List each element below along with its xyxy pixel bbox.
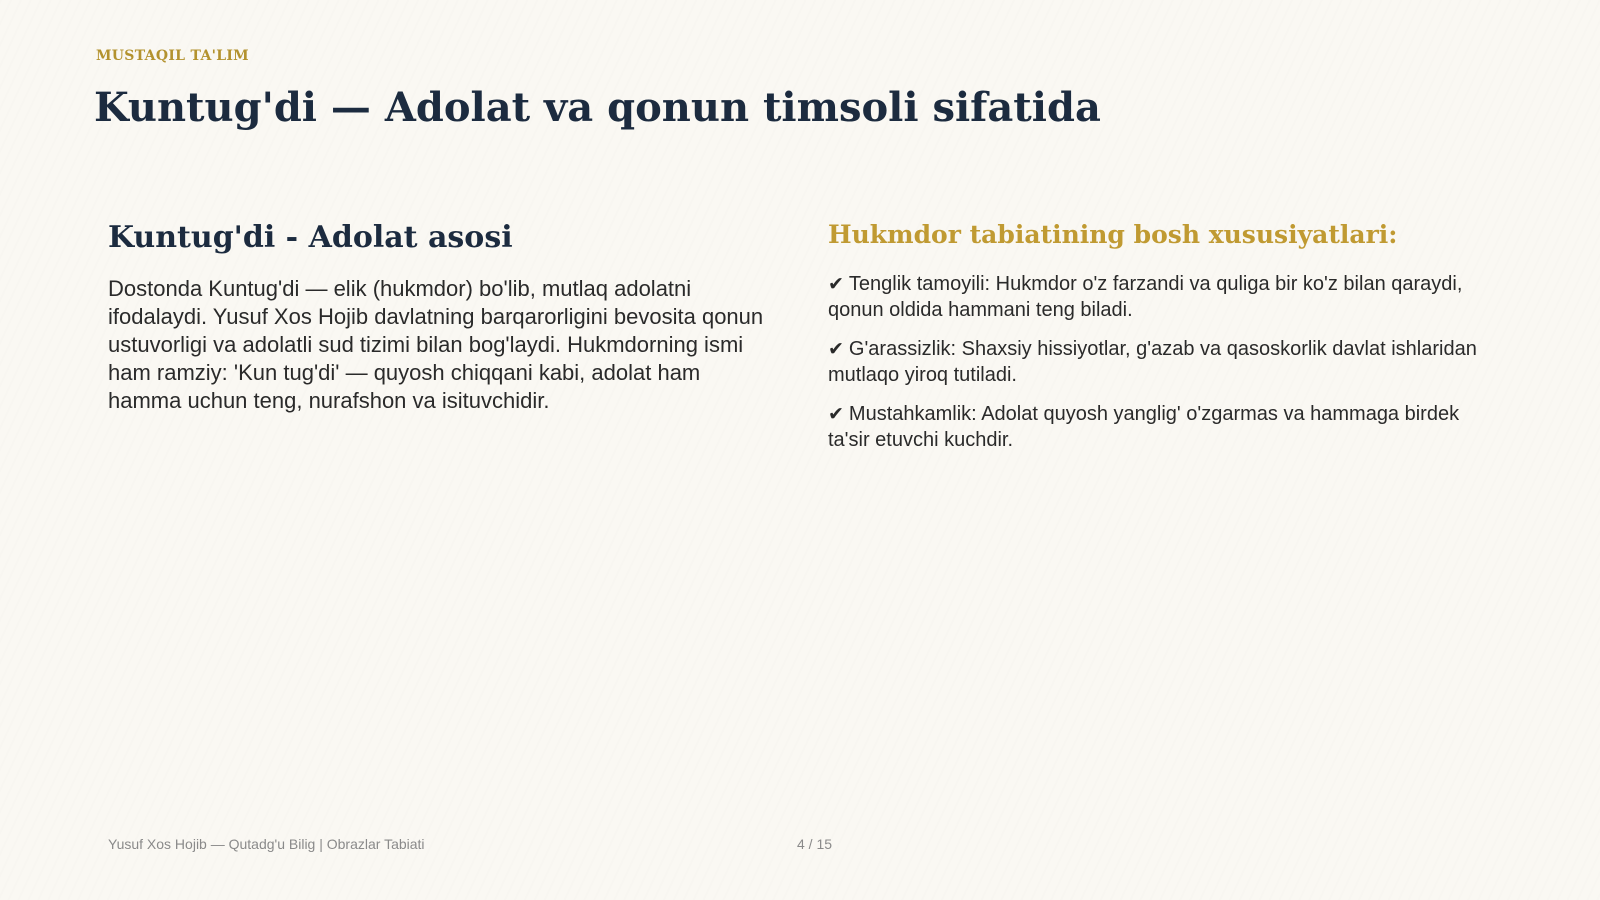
- right-column: [828, 220, 1488, 466]
- right-column-heading: Hukmdor tabiatining bosh xususiyatlari:: [828, 220, 1398, 249]
- feature-item-text: G'arassizlik: Shaxsiy hissiyotlar, g'azab va qasoskorlik davlat ishlaridan mutlaqo yiroq tutiladi.: [828, 338, 1477, 386]
- check-icon: ✔: [828, 403, 844, 425]
- eyebrow-label: MUSTAQIL TA'LIM: [96, 48, 249, 64]
- page-number: 4 / 15: [797, 836, 833, 852]
- left-column-heading: Kuntug'di - Adolat asosi: [108, 220, 513, 255]
- left-column: [108, 220, 768, 415]
- left-column-body: Dostonda Kuntug'di — elik (hukmdor) bo'lib, mutlaq adolatni ifodalaydi. Yusuf Xos Hojib davlatning barqarorligini bevosita qonun ustuvorligi va adolatli sud tizimi bilan bog'laydi. Hukmdorning ismi ham ramziy: 'Kun tug'di' — quyosh chiqqani kabi, adolat ham hamma uchun teng, nurafshon va isituvchidir.: [108, 276, 764, 413]
- check-icon: ✔: [828, 273, 844, 295]
- feature-item: [828, 271, 1488, 323]
- page-title: Kuntug'di — Adolat va qonun timsoli sifatida: [94, 84, 1101, 131]
- check-icon: ✔: [828, 338, 844, 360]
- feature-item: [828, 336, 1488, 388]
- feature-item-text: Tenglik tamoyili: Hukmdor o'z farzandi va quliga bir ko'z bilan qaraydi, qonun oldida hammani teng biladi.: [828, 273, 1463, 321]
- feature-list: [828, 271, 1488, 453]
- feature-item: [828, 401, 1488, 453]
- feature-item-text: Mustahkamlik: Adolat quyosh yanglig' o'zgarmas va hammaga birdek ta'sir etuvchi kuchdir.: [828, 403, 1460, 451]
- footer-text: Yusuf Xos Hojib — Qutadg'u Bilig | Obrazlar Tabiati: [108, 836, 425, 852]
